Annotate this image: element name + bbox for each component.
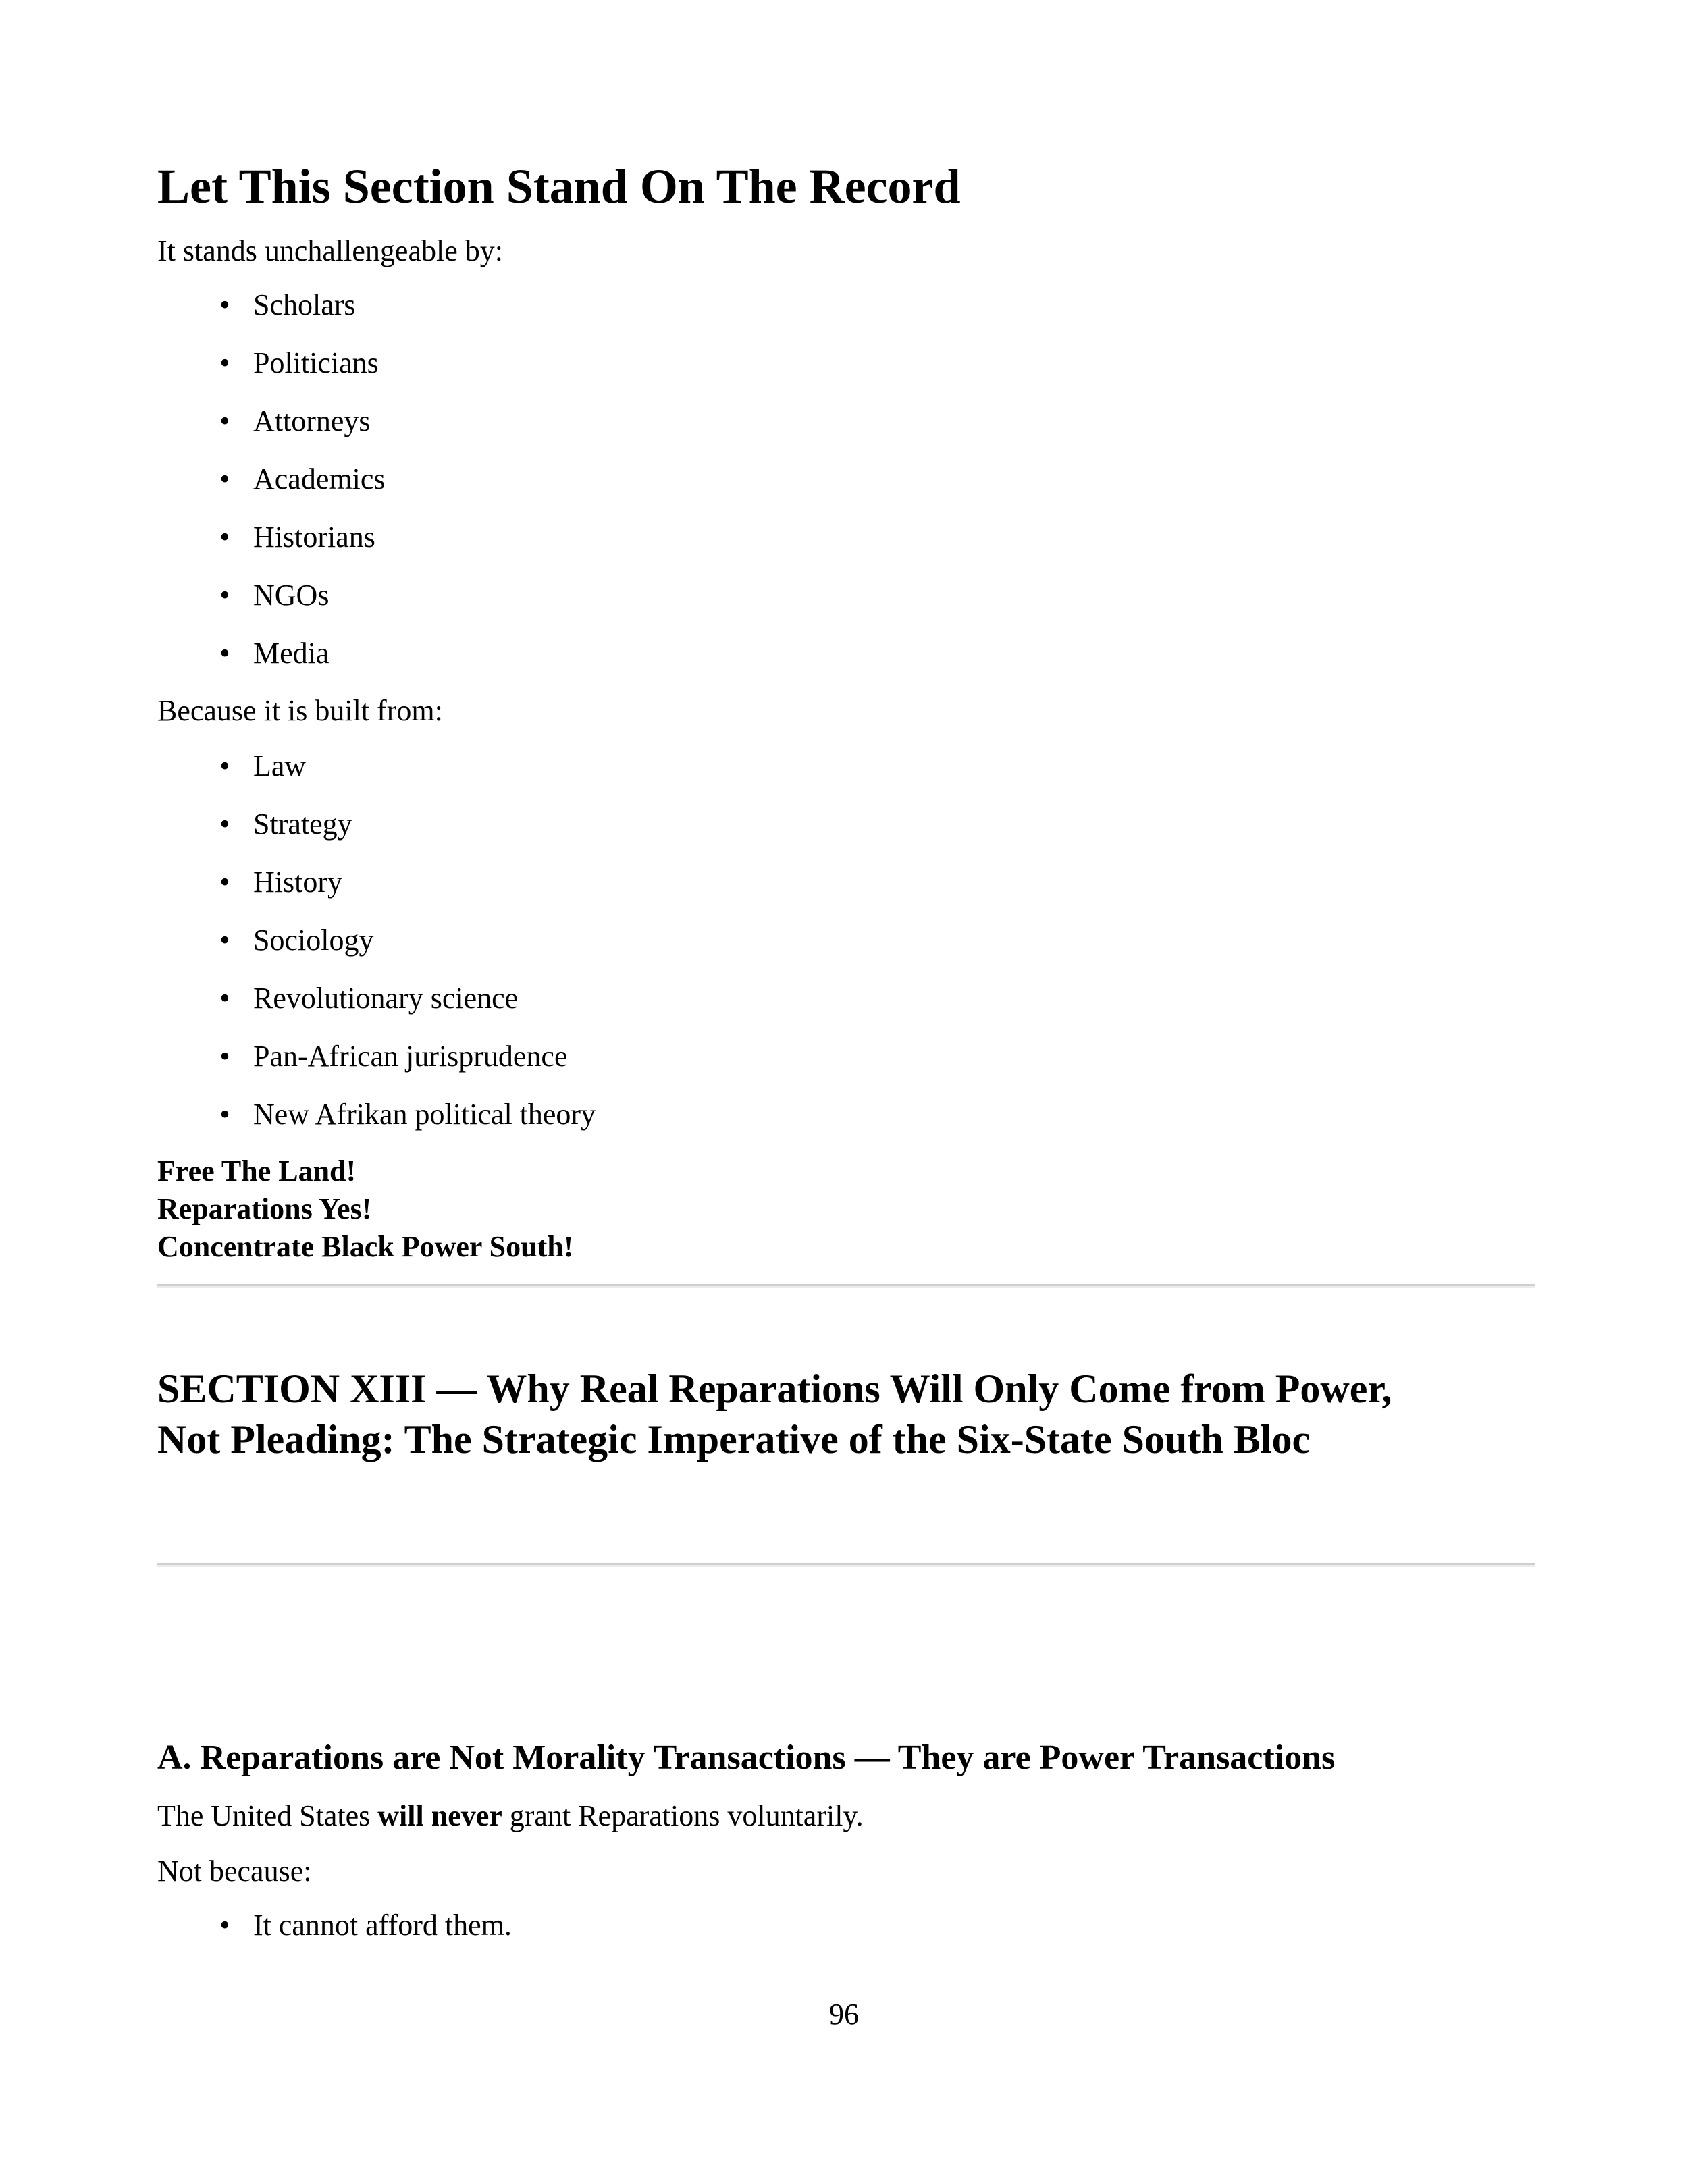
bullet-icon: • bbox=[219, 346, 230, 379]
slogan-free-the-land: Free The Land! bbox=[157, 1154, 357, 1188]
bullet-icon: • bbox=[219, 924, 230, 957]
bullet-icon: • bbox=[219, 1909, 230, 1942]
horizontal-divider bbox=[157, 1563, 1535, 1567]
emphasis-will-never: will never bbox=[377, 1799, 502, 1832]
slogan-black-power-south: Concentrate Black Power South! bbox=[157, 1230, 574, 1263]
section-heading: Let This Section Stand On The Record bbox=[157, 159, 961, 213]
bullet-icon: • bbox=[219, 288, 230, 321]
section-xiii-title-line2: Not Pleading: The Strategic Imperative of the Six-State South Bloc bbox=[157, 1417, 1311, 1462]
bullet-icon: • bbox=[219, 982, 230, 1015]
slogan-reparations-yes: Reparations Yes! bbox=[157, 1192, 372, 1225]
not-because-text: Not because: bbox=[157, 1855, 312, 1888]
bullet-icon: • bbox=[219, 404, 230, 437]
bullet-icon: • bbox=[219, 807, 230, 841]
document-page: Let This Section Stand On The Record It stands unchallengeable by: • Scholars • Politicians • Attorneys • Academics • Historians • NGOs • Media Because it is built from: • Law • Strategy • History • Sociology • Revolutionary science • Pan-African jurisprudence • New Afrikan political theory Free The Land! Reparations Yes! Concentrate Black Power South! SECTION XIII — Why Real Reparations Will Only Come from Power, Not Pleading: The Strategic Imperative of the Six-State South Bloc A. Reparations are Not Morality Transactions — They are Power Transactions The United States will never grant Reparations voluntarily. Not because: • It cannot afford them. 96 bbox=[0, 0, 1688, 2184]
page-number: 96 bbox=[829, 1998, 859, 2031]
paragraph-will-never: The United States will never grant Reparations voluntarily. bbox=[157, 1799, 864, 1832]
bullet-icon: • bbox=[219, 637, 230, 670]
section-xiii-title-line1: SECTION XIII — Why Real Reparations Will Only Come from Power, bbox=[157, 1366, 1392, 1411]
built-from-text: Because it is built from: bbox=[157, 694, 443, 727]
horizontal-divider bbox=[157, 1284, 1535, 1288]
subsection-a-heading: A. Reparations are Not Morality Transactions — They are Power Transactions bbox=[157, 1738, 1336, 1777]
bullet-icon: • bbox=[219, 865, 230, 899]
bullet-icon: • bbox=[219, 749, 230, 782]
intro-text: It stands unchallengeable by: bbox=[157, 234, 503, 267]
bullet-icon: • bbox=[219, 1040, 230, 1073]
bullet-icon: • bbox=[219, 462, 230, 496]
bullet-icon: • bbox=[219, 521, 230, 554]
bullet-icon: • bbox=[219, 1098, 230, 1131]
bullet-icon: • bbox=[219, 579, 230, 612]
